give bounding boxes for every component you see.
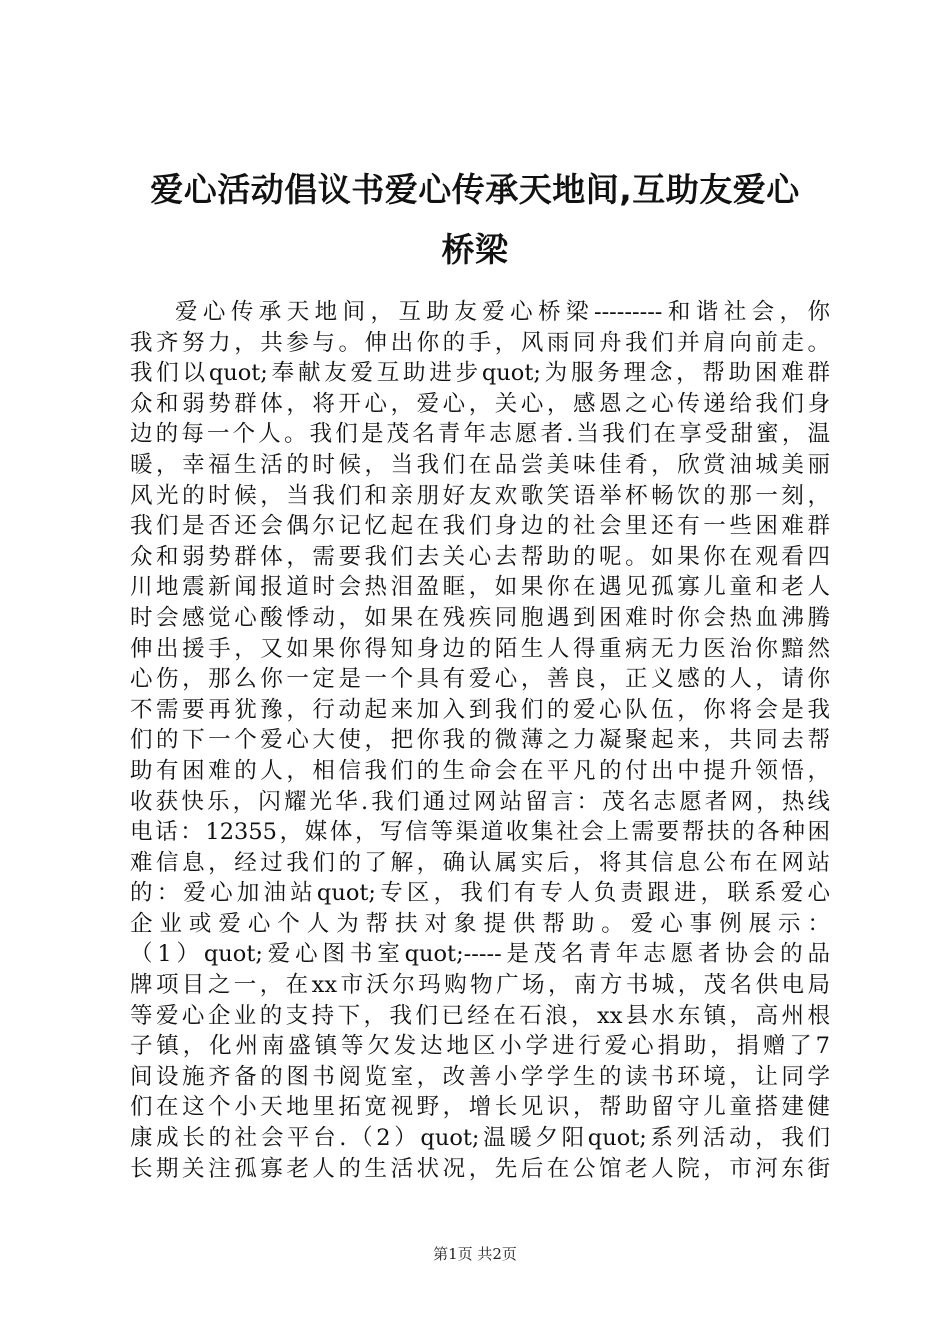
body-text-line: 企业或爱心个人为帮扶对象提供帮助。爱心事例展示： xyxy=(130,910,830,937)
body-text-line: 牌项目之一，在xx市沃尔玛购物广场，南方书城，茂名供电局 xyxy=(130,972,830,999)
body-text-line: 川地震新闻报道时会热泪盈眶，如果你在遇见孤寡儿童和老人 xyxy=(130,574,830,601)
document-body xyxy=(130,297,830,1184)
title-line-1: 爱心活动倡议书爱心传承天地间,互助友爱心 xyxy=(150,170,800,209)
body-text-line: 子镇，化州南盛镇等欠发达地区小学进行爱心捐助，捐赠了7 xyxy=(130,1033,830,1060)
body-text-line: 心伤，那么你一定是一个具有爱心，善良，正义感的人，请你 xyxy=(130,666,830,693)
body-text-line: 我们是否还会偶尔记忆起在我们身边的社会里还有一些困难群 xyxy=(130,513,830,540)
body-text-line: 爱心传承天地间，互助友爱心桥梁---------和谐社会，你 xyxy=(175,299,830,325)
title-line-2: 桥梁 xyxy=(441,230,509,269)
body-text-line: 们的下一个爱心大使，把你我的微薄之力凝聚起来，共同去帮 xyxy=(130,727,830,754)
body-text-line: 康成长的社会平台.（2）quot;温暖夕阳quot;系列活动，我们 xyxy=(130,1125,830,1152)
body-text-line: 的：爱心加油站quot;专区，我们有专人负责跟进，联系爱心 xyxy=(130,880,830,907)
body-text-line: 时会感觉心酸悸动，如果在残疾同胞遇到困难时你会热血沸腾 xyxy=(130,604,830,631)
body-text-line: 长期关注孤寡老人的生活状况，先后在公馆老人院，市河东街 xyxy=(130,1155,830,1182)
body-text-line: 难信息，经过我们的了解，确认属实后，将其信息公布在网站 xyxy=(130,849,830,876)
page-footer: 第1页 共2页 xyxy=(433,1245,517,1263)
body-text-line: 我们以quot;奉献友爱互助进步quot;为服务理念，帮助困难群 xyxy=(130,360,830,387)
body-text-line: 们在这个小天地里拓宽视野，增长见识，帮助留守儿童搭建健 xyxy=(130,1094,830,1121)
body-text-line: （1）quot;爱心图书室quot;-----是茂名青年志愿者协会的品 xyxy=(130,941,830,968)
body-text-line: 伸出援手，又如果你得知身边的陌生人得重病无力医治你黯然 xyxy=(130,635,830,662)
body-text-line: 不需要再犹豫，行动起来加入到我们的爱心队伍，你将会是我 xyxy=(130,696,830,723)
body-text-line: 间设施齐备的图书阅览室，改善小学学生的读书环境，让同学 xyxy=(130,1063,830,1090)
document-title xyxy=(120,160,830,280)
body-text-line: 电话：12355，媒体，写信等渠道收集社会上需要帮扶的各种困 xyxy=(130,819,830,846)
body-text-line: 收获快乐，闪耀光华.我们通过网站留言：茂名志愿者网，热线 xyxy=(130,788,830,815)
body-text-line: 助有困难的人，相信我们的生命会在平凡的付出中提升领悟， xyxy=(130,757,830,784)
body-text-line: 众和弱势群体，将开心，爱心，关心，感恩之心传递给我们身 xyxy=(130,390,830,417)
body-text-line: 我齐努力，共参与。伸出你的手，风雨同舟我们并肩向前走。 xyxy=(130,329,830,356)
body-text-line: 暖，幸福生活的时候，当我们在品尝美味佳肴，欣赏油城美丽 xyxy=(130,451,830,478)
body-text-line: 风光的时候，当我们和亲朋好友欢歌笑语举杯畅饮的那一刻， xyxy=(130,482,830,509)
body-text-line: 众和弱势群体，需要我们去关心去帮助的呢。如果你在观看四 xyxy=(130,543,830,570)
body-text-line: 边的每一个人。我们是茂名青年志愿者.当我们在享受甜蜜，温 xyxy=(130,421,830,448)
body-text-line: 等爱心企业的支持下，我们已经在石浪，xx县水东镇，高州根 xyxy=(130,1002,830,1029)
